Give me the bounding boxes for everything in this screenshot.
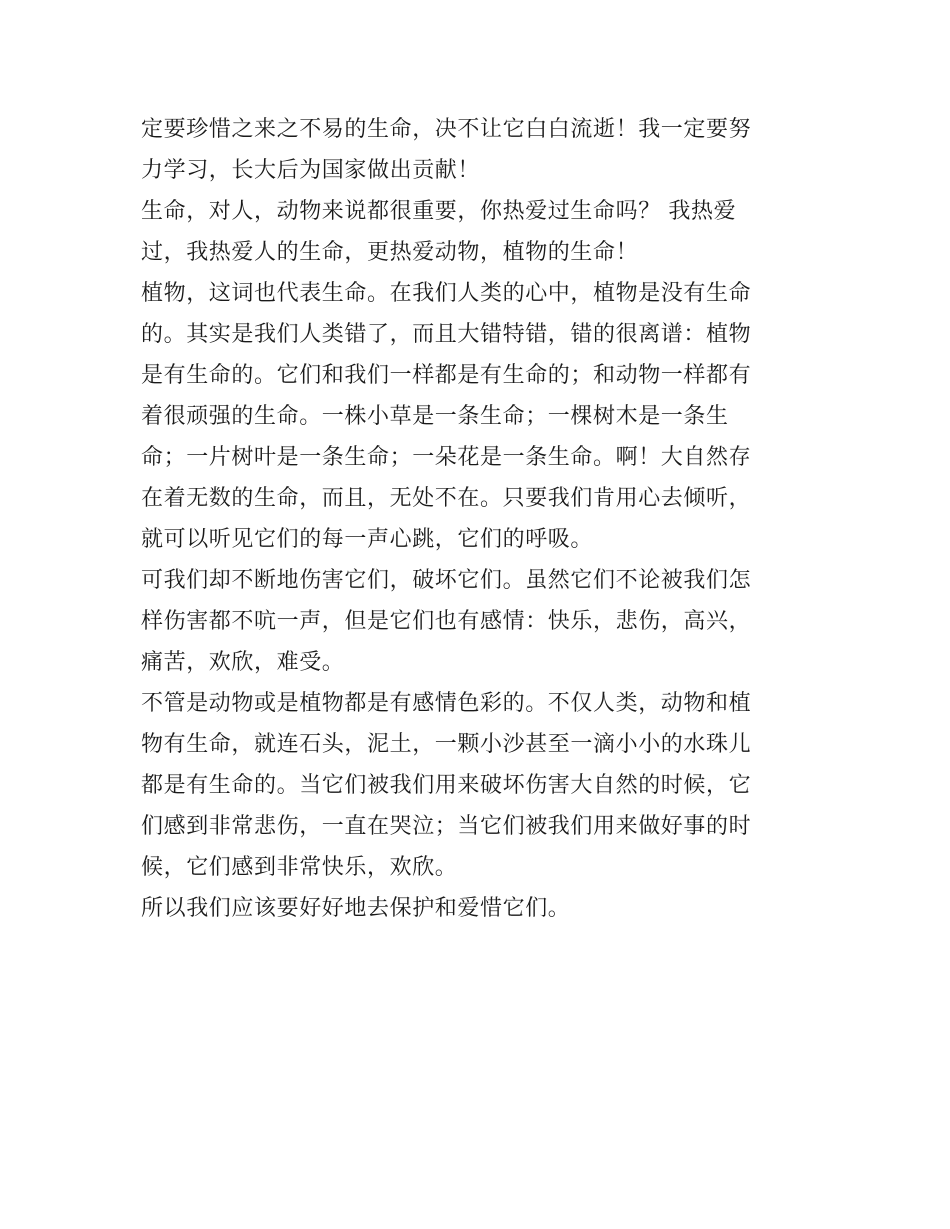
- document-body: [141, 109, 821, 929]
- paragraph-2: 生命，对人，动物来说都很重要，你热爱过生命吗？ 我热爱 过，我热爱人的生命，更热爱动物，植物的生命！: [141, 199, 737, 265]
- paragraph-3: 植物，这词也代表生命。在我们人类的心中，植物是没有生命 的。其实是我们人类错了，而且大错特错，错的很离谱：植物 是有生命的。它们和我们一样都是有生命的；和动物一样都有 着很顽强的生命。一株小草是一条生命；一棵树木是一条生 命；一片树叶是一条生命；一朵花是一条生命。啊！大自然存 在着无数的生命，而且，无处不在。只要我们肯用心去倾听， 就可以听见它们的每一声心跳，它们的呼吸。: [141, 281, 752, 552]
- paragraph-4: 可我们却不断地伤害它们，破坏它们。虽然它们不论被我们怎 样伤害都不吭一声，但是它们也有感情：快乐，悲伤，高兴， 痛苦，欢欣，难受。: [141, 568, 752, 675]
- paragraph-1: 定要珍惜之来之不易的生命，决不让它白白流逝！我一定要努 力学习，长大后为国家做出贡献！: [141, 117, 752, 183]
- paragraph-5: 不管是动物或是植物都是有感情色彩的。不仅人类，动物和植 物有生命，就连石头，泥土，一颗小沙甚至一滴小小的水珠儿 都是有生命的。当它们被我们用来破坏伤害大自然的时候，它 们感到非常悲伤，一直在哭泣；当它们被我们用来做好事的时 候，它们感到非常快乐，欢欣。: [141, 691, 752, 880]
- paragraph-6: 所以我们应该要好好地去保护和爱惜它们。: [141, 896, 571, 921]
